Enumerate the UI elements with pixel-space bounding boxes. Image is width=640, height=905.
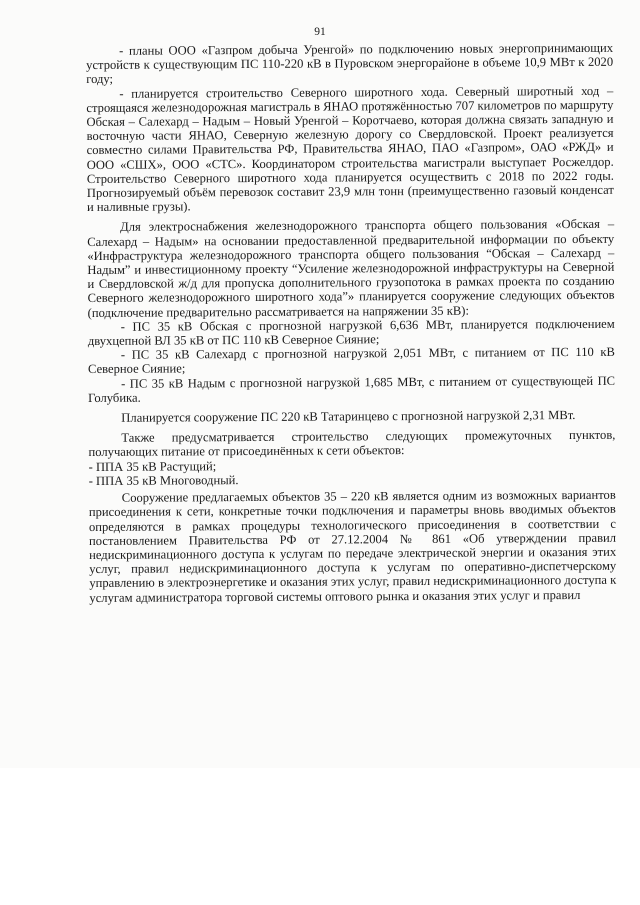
list-item-ppa-rastushchiy: - ППА 35 кВ Растущий; — [88, 458, 217, 474]
document-body — [86, 41, 616, 605]
paragraph-substation-tatarintsevo: Планируется сооружение ПС 220 кВ Татаринцево с прогнозной нагрузкой 2,31 МВт. — [121, 408, 576, 425]
page-background-strip — [0, 768, 640, 905]
paragraph-connection-procedure: Сооружение предлагаемых объектов 35 – 220 кВ является одним из возможных вариантов присоединения к сети, конкретные точки подключения и параметры вновь вводимых объектов определяются в рамках процедуры технологического присоединения в соответствии с постановлением Правительства РФ от 27.12.2004 № 861 «Об утверждении правил недискриминационного доступа к услугам по передаче электрической энергии и оказания этих услуг, правил недискриминационного доступа к услугам по оперативно-диспетчерскому управлению в электроэнергетике и оказания этих услуг, правил недискриминационного доступа к услугам администратора торговой системы оптового рынка и оказания этих услуг и правил — [88, 487, 617, 605]
list-item-substation-obskaya: - ПС 35 кВ Обская с прогнозной нагрузкой 6,636 МВт, планируется подключением двухцепной ВЛ 35 кВ от ПС 110 кВ Северное Сияние; — [87, 316, 615, 349]
list-item-substation-nadym: - ПС 35 кВ Надым с прогнозной нагрузкой 1,685 МВт, с питанием от существующей ПС Голубика. — [88, 373, 616, 405]
paragraph-northern-latitudinal-railway: - планируется строительство Северного широтного хода. Северный широтный ход – строящаяся железнодорожная магистраль в ЯНАО протяжённостью 707 километров по маршруту Обская – Салехард – Надым – Новый Уренгой – Коротчаево, которая должна связать западную и восточную части ЯНАО, Северную железную дорогу со Свердловской. Проект реализуется совместно силами Правительства РФ, Правительства ЯНАО, ПАО «Газпром», ОАО «РЖД» и ООО «СШХ», ООО «СТС». Координатором строительства магистрали выступает Росжелдор. Строительство Северного широтного хода планируется осуществить с 2018 по 2022 годы. Прогнозируемый объём перевозок составит 23,9 млн тонн (преимущественно газовый конденсат и наливные грузы). — [86, 83, 614, 215]
paragraph-gazprom-plans: - планы ООО «Газпром добыча Уренгой» по подключению новых энергопринимающих устройств к существующим ПС 110-220 кВ в Пуровском энергорайоне в объеме 10,9 МВт к 2020 году; — [86, 40, 614, 87]
paragraph-intermediate-points: Также предусматривается строительство следующих промежуточных пунктов, получающих питание от присоединённых к сети объектов: — [88, 428, 616, 460]
list-item-ppa-mnogovodny: - ППА 35 кВ Многоводный. — [88, 472, 239, 488]
paragraph-railway-power-supply: Для электроснабжения железнодорожного транспорта общего пользования «Обская – Салехард – Надым» на основании предоставленной предварительной информации по объекту «Инфраструктура железнодорожного транспорта общего пользования “Обская – Салехард – Надым” и инвестиционному проекту “Усиление железнодорожной инфраструктуры на Северной и Свердловской ж/д для пропуска дополнительного грузопотока в рамках проекта по созданию Северного железнодорожного широтного хода”» планируется сооружение следующих объектов (подключение предварительно рассматривается на напряжении 35 кВ): — [87, 217, 615, 320]
list-item-substation-salekhard: - ПС 35 кВ Салехард с прогнозной нагрузкой 2,051 МВт, с питанием от ПС 110 кВ Северное Сияние; — [87, 345, 615, 377]
page-number: 91 — [314, 26, 326, 38]
